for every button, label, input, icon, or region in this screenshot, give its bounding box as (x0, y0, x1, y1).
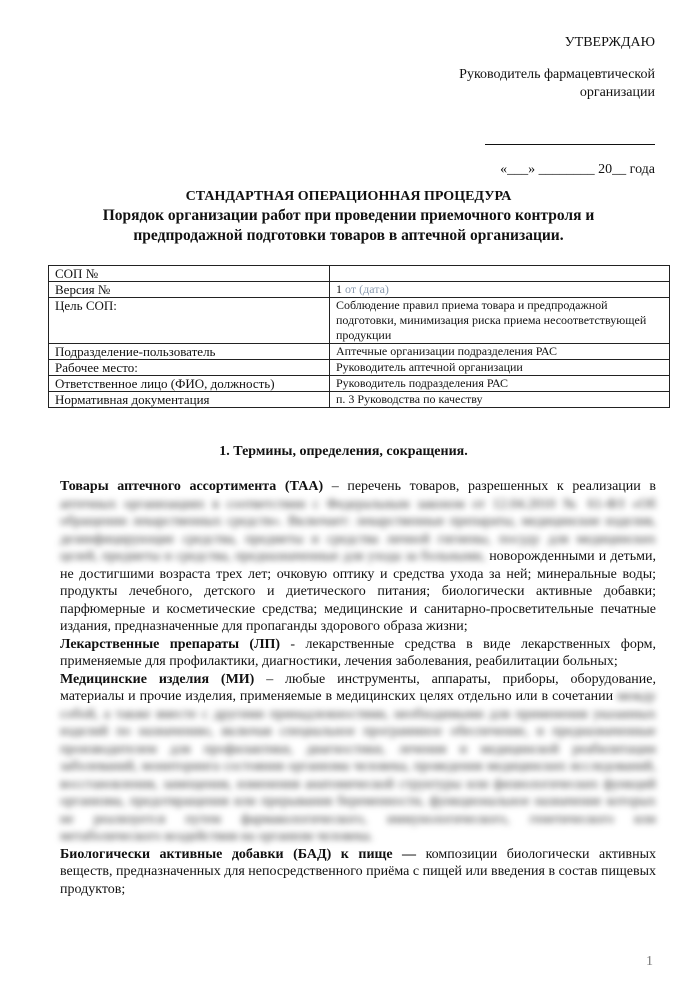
section-body (60, 478, 656, 898)
table-value: Соблюдение правил приема товара и предпродажной подготовки, минимизация риска приема несоответствующей продукции (330, 298, 670, 344)
sop-info-table (48, 265, 670, 408)
approval-position-line1: Руководитель фармацевтической (459, 67, 655, 82)
term-mi: Медицинские изделия (МИ) (60, 671, 255, 687)
document-title: СТАНДАРТНАЯ ОПЕРАЦИОННАЯ ПРОЦЕДУРА (185, 189, 512, 204)
table-value: Руководитель подразделения РАС (330, 376, 670, 392)
document-subtitle-line2: предпродажной подготовки товаров в аптечной организации. (133, 227, 564, 244)
version-date: от (дата) (345, 282, 389, 296)
table-row (49, 376, 670, 392)
mi-text: – любые инструменты, аппараты, приборы, оборудование, материалы и прочие изделия, применяемые в медицинских целях отдельно или в сочетании (60, 671, 657, 704)
term-bad: Биологически активные добавки (БАД) к пище — (60, 846, 417, 862)
table-key: Рабочее место: (49, 360, 330, 376)
mi-blurred-text: между собой, а также вместе с другими принадлежностями, необходимыми для применения указанных изделий по назначению, включая специальное программное обеспечение, и предназначенные производителем для профилактики, диагностики, лечения и медицинской реабилитации заболеваний, мониторинга состояния организма человека, проведения медицинских исследований, восстановления, замещения, изменения анатомической структуры или физиологических функций организма, предотвращения или прерывания беременности, функциональное назначение которых не реализуется путем фармакологического, иммунологического, генетического или метаболического воздействия на организм человека. (60, 689, 657, 844)
approval-title: УТВЕРЖДАЮ (564, 35, 655, 50)
table-value: Аптечные организации подразделения РАС (330, 344, 670, 360)
table-key: Нормативная документация (49, 392, 330, 408)
approval-position-line2: организации (579, 85, 655, 100)
table-key: Подразделение-пользователь (49, 344, 330, 360)
section-heading: 1. Термины, определения, сокращения. (219, 444, 468, 459)
definition-lp (60, 636, 656, 671)
page-number: 1 (646, 954, 653, 969)
version-number: 1 (336, 282, 342, 296)
signature-line (485, 130, 655, 145)
table-key: СОП № (49, 266, 330, 282)
taa-blurred-text: аптечных организациях в соответствии с Федеральным законом от 12.04.2010 № 61-ФЗ «Об обращении лекарственных средств». Включает: лекарственные препараты, медицинские изделия, дезинфицирующие средства, предметы и средства личной гигиены, посуду для медицинских целей, предметы и средства, предназначенные для ухода за больными, (60, 496, 656, 564)
taa-intro: – перечень товаров, разрешенных к реализации в (323, 479, 656, 494)
document-subtitle-line1: Порядок организации работ при проведении приемочного контроля и (102, 207, 595, 224)
table-value (330, 266, 670, 282)
table-row (49, 392, 670, 408)
term-lp: Лекарственные препараты (ЛП) (60, 636, 281, 652)
taa-text: новорожденными и детьми, не достигшими возраста трех лет; очковую оптику и средства ухода за ней; минеральные воды; продукты лечебного, детского и диетического питания; биологически активные добавки; парфюмерные и косметические средства; медицинские и санитарно-просветительные печатные издания, предназначенные для пропаганды здорового образа жизни; (60, 549, 657, 634)
table-row (49, 344, 670, 360)
definition-mi (60, 671, 656, 846)
table-row (49, 266, 670, 282)
lp-text: - лекарственные средства в виде лекарственных форм, применяемые для профилактики, диагностики, лечения заболевания, реабилитации больных; (60, 636, 656, 669)
definition-taa (60, 478, 656, 636)
table-value (330, 282, 670, 298)
bad-text: композиции биологически активных веществ, предназначенных для непосредственного приёма с пищей или введения в состав пищевых продуктов; (60, 846, 656, 897)
definition-bad (60, 846, 656, 899)
document-header (40, 188, 657, 246)
table-value: п. 3 Руководства по качеству (330, 392, 670, 408)
approval-date-line: «___» ________ 20__ года (500, 162, 655, 177)
table-key: Цель СОП: (49, 298, 330, 344)
approval-block (459, 34, 655, 179)
table-key: Версия № (49, 282, 330, 298)
table-row (49, 360, 670, 376)
table-row (49, 282, 670, 298)
table-key: Ответственное лицо (ФИО, должность) (49, 376, 330, 392)
term-taa: Товары аптечного ассортимента (ТАА) (60, 479, 324, 494)
table-value: Руководитель аптечной организации (330, 360, 670, 376)
table-row (49, 298, 670, 344)
